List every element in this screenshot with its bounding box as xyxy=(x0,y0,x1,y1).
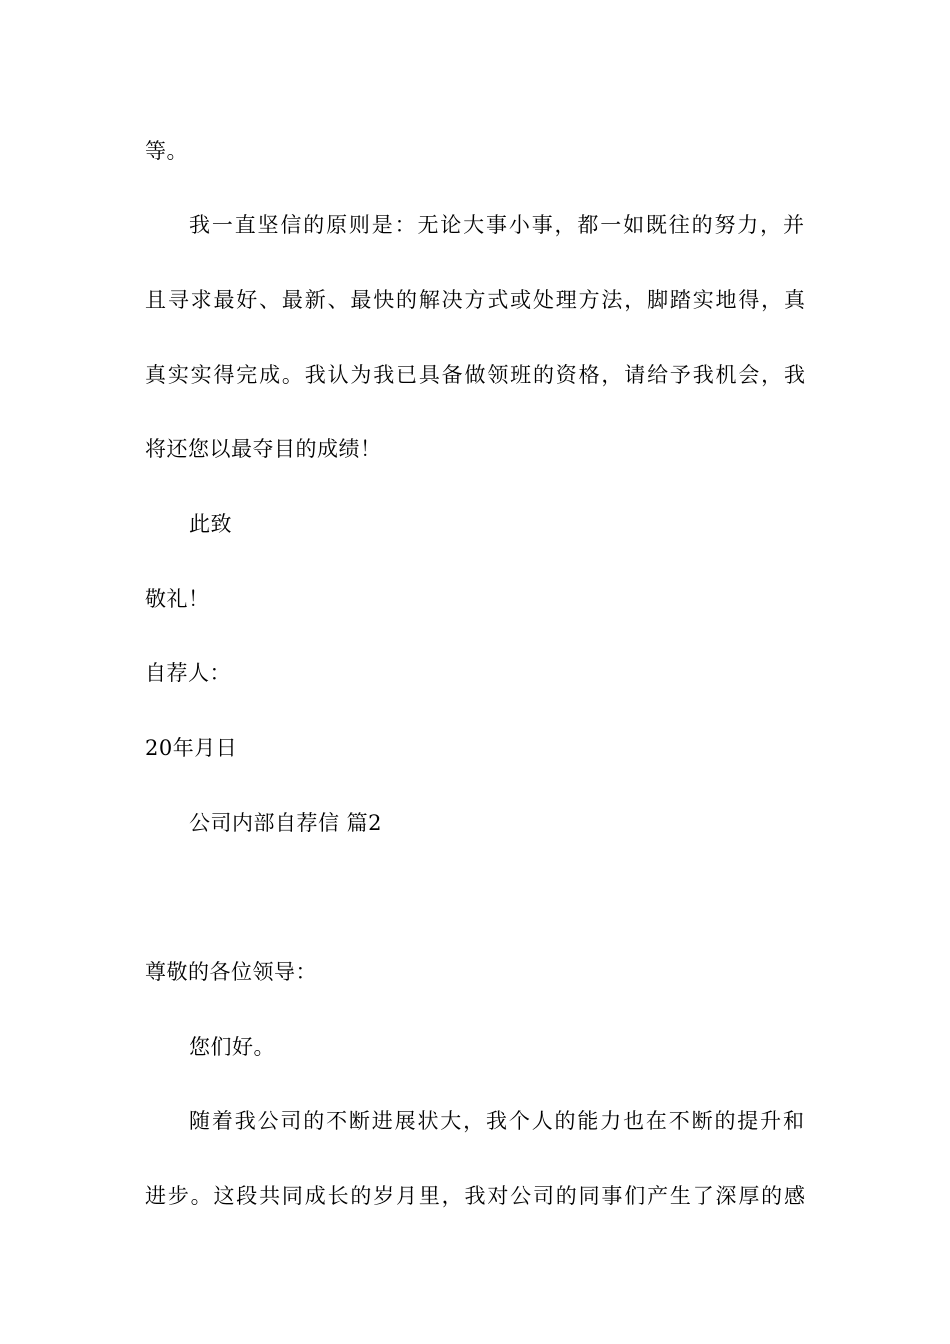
paragraph-line: 进步。这段共同成长的岁月里，我对公司的同事们产生了深厚的感 xyxy=(145,1184,805,1208)
greeting-line: 您们好。 xyxy=(189,1035,275,1059)
paragraph-line: 且寻求最好、最新、最快的解决方式或处理方法，脚踏实地得，真 xyxy=(145,288,805,312)
date-line: 20年月日 xyxy=(145,736,238,760)
paragraph-line: 将还您以最夺目的成绩！ xyxy=(145,437,382,461)
paragraph-line: 我一直坚信的原则是：无论大事小事，都一如既往的努力，并 xyxy=(189,213,804,237)
paragraph-line: 真实实得完成。我认为我已具备做领班的资格，请给予我机会，我 xyxy=(145,363,805,387)
greeting: 尊敬的各位领导： xyxy=(145,960,317,984)
section-title: 公司内部自荐信 篇2 xyxy=(189,811,383,835)
paragraph-line: 等。 xyxy=(145,139,188,163)
paragraph-line: 随着我公司的不断进展状大，我个人的能力也在不断的提升和 xyxy=(189,1109,804,1133)
closing-regards: 敬礼！ xyxy=(145,587,210,611)
signature-label: 自荐人： xyxy=(145,661,231,685)
closing-salutation: 此致 xyxy=(189,512,232,536)
